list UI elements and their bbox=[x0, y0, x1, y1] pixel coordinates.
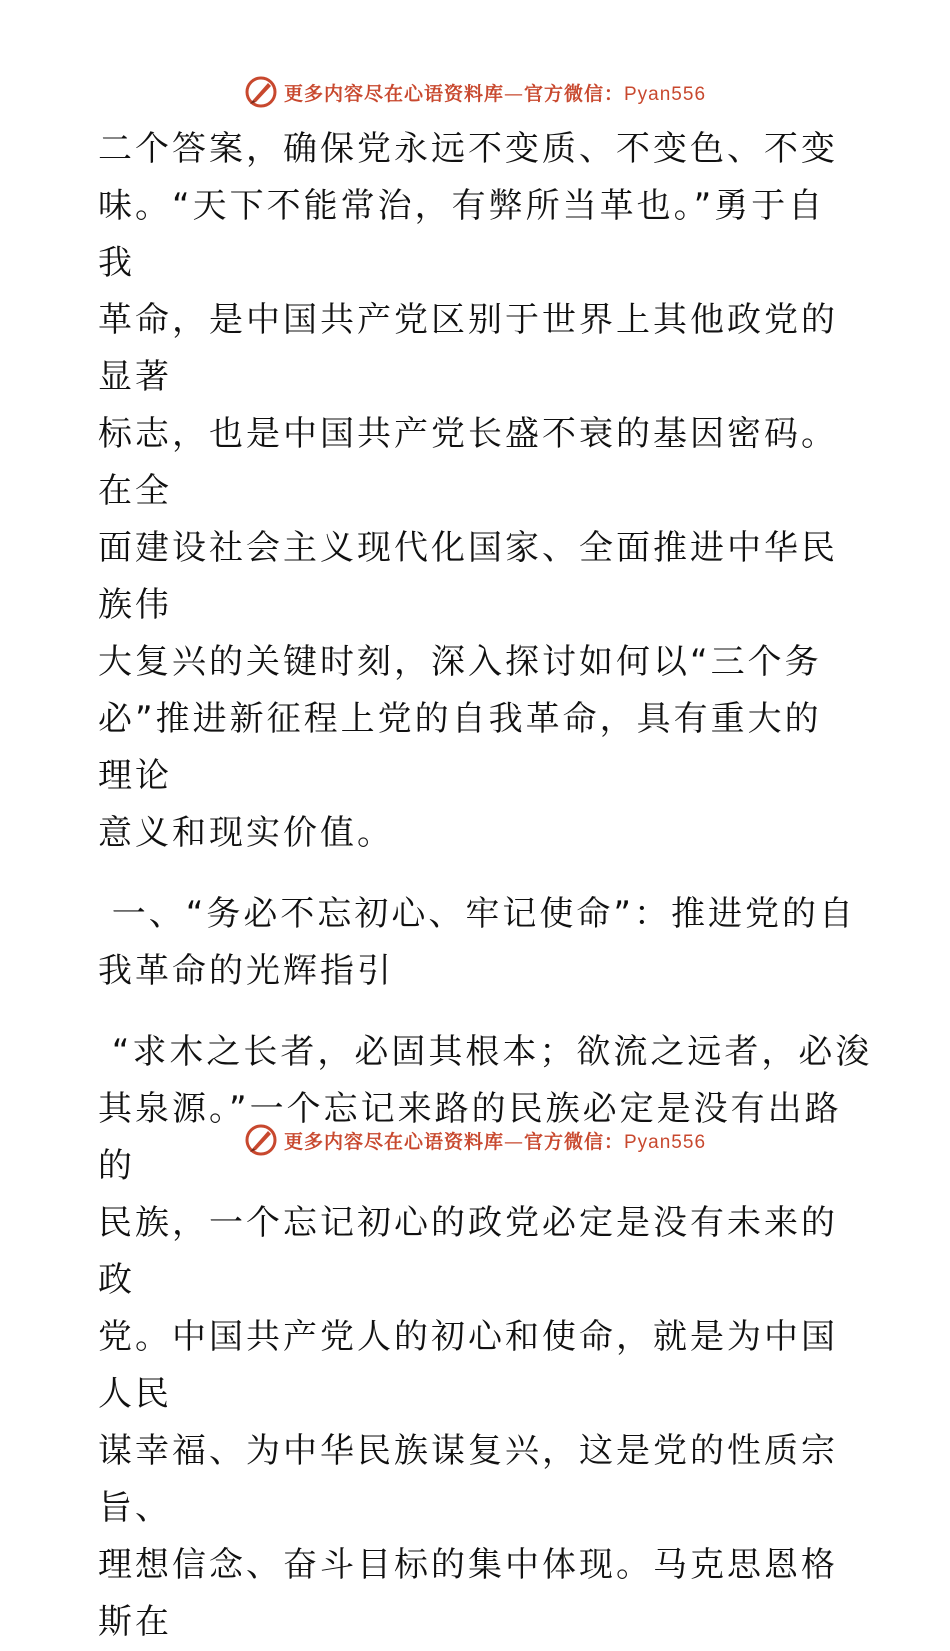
heading-line: 我革命的光辉指引 bbox=[98, 951, 394, 991]
watermark-label: 官方微信： bbox=[523, 82, 624, 105]
watermark-id: Pyan556 bbox=[624, 83, 707, 105]
text-line: 标志，也是中国共产党长盛不衰的基因密码。在全 bbox=[98, 414, 838, 511]
watermark-label: 官方微信： bbox=[523, 1130, 624, 1153]
watermark-text bbox=[284, 79, 706, 106]
watermark-brand: 更多内容尽在心语资料库 bbox=[283, 1130, 504, 1153]
text-line: 党。中国共产党人的初心和使命，就是为中国人民 bbox=[98, 1317, 838, 1414]
watermark-text bbox=[284, 1127, 706, 1154]
body-text bbox=[98, 121, 873, 1651]
text-line: 革命，是中国共产党区别于世界上其他政党的显著 bbox=[98, 300, 838, 397]
text-line: 面建设社会主义现代化国家、全面推进中华民族伟 bbox=[98, 528, 838, 625]
watermark-separator: — bbox=[503, 82, 524, 105]
watermark-id: Pyan556 bbox=[624, 1131, 707, 1153]
paragraph-body bbox=[98, 1024, 873, 1651]
quill-logo-icon bbox=[244, 75, 278, 109]
text-line: 二个答案，确保党永远不变质、不变色、不变 bbox=[98, 129, 838, 169]
text-line: 理想信念、奋斗目标的集中体现。马克思恩格斯在 bbox=[98, 1545, 838, 1642]
text-line: 谋幸福、为中华民族谋复兴，这是党的性质宗旨、 bbox=[98, 1431, 838, 1528]
quill-logo-icon bbox=[244, 1123, 278, 1157]
watermark-brand: 更多内容尽在心语资料库 bbox=[283, 82, 504, 105]
text-line: 民族，一个忘记初心的政党必定是没有未来的政 bbox=[98, 1203, 838, 1300]
text-line: 其泉源。”一个忘记来路的民族必定是没有出路的 bbox=[98, 1089, 842, 1186]
text-line: 大复兴的关键时刻，深入探讨如何以“三个务 bbox=[98, 642, 822, 682]
text-line: 必”推进新征程上党的自我革命，具有重大的理论 bbox=[98, 699, 822, 796]
text-line: “求木之长者，必固其根本；欲流之远者，必浚 bbox=[98, 1032, 873, 1072]
paragraph-intro bbox=[98, 121, 858, 862]
watermark-separator: — bbox=[503, 1130, 524, 1153]
text-line: 味。“天下不能常治，有弊所当革也。”勇于自我 bbox=[98, 186, 826, 283]
heading-line: 一、“务必不忘初心、牢记使命”：推进党的自 bbox=[98, 894, 857, 934]
section-heading bbox=[98, 886, 858, 1000]
watermark-footer bbox=[0, 1120, 950, 1160]
watermark-header bbox=[0, 72, 950, 112]
text-line: 意义和现实价值。 bbox=[98, 813, 394, 853]
